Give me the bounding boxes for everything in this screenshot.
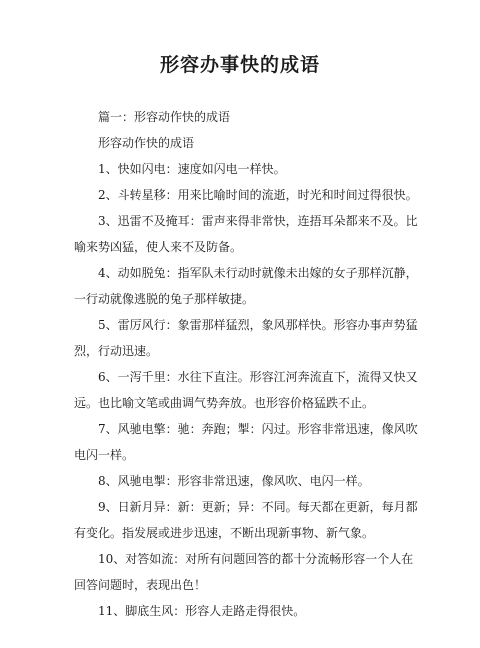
paragraph-line: 5、雷厉风行：象雷那样猛烈，象风那样快。形容办事声势猛: [98, 318, 418, 332]
paragraph-line: 远。也比喻文笔或曲调气势奔放。也形容价格猛跌不止。: [74, 396, 375, 410]
paragraph-line: 一行动就像逃脱的兔子那样敏捷。: [74, 292, 255, 306]
section-heading: 篇一：形容动作快的成语: [98, 110, 231, 124]
paragraph-line: 回答问题时，表现出色！: [74, 578, 207, 592]
paragraph-line: 8、风驰电掣：形容非常迅速，像风吹、电闪一样。: [98, 474, 370, 488]
paragraph-line: 2、斗转星移：用来比喻时间的流逝，时光和时间过得很快。: [98, 188, 418, 202]
document-body: [74, 104, 420, 624]
paragraph-line: 10、对答如流：对所有问题回答的都十分流畅形容一个人在: [98, 552, 414, 566]
paragraph-line: 喻来势凶猛，使人来不及防备。: [74, 240, 243, 254]
paragraph-line: 电闪一样。: [74, 448, 135, 462]
paragraph-line: 有变化。指发展或进步迅速，不断出现新事物、新气象。: [74, 526, 375, 540]
paragraph-line: 6、一泻千里：水往下直注。形容江河奔流直下，流得又快又: [98, 370, 418, 384]
paragraph-line: 1、快如闪电：速度如闪电一样快。: [98, 162, 286, 176]
paragraph-line: 7、风驰电擎：驰：奔跑；掣：闪过。形容非常迅速，像风吹: [98, 422, 418, 436]
document-title: 形容办事快的成语: [159, 54, 320, 76]
subheading: 形容动作快的成语: [98, 136, 195, 150]
paragraph-line: 4、动如脱兔：指军队未行动时就像未出嫁的女子那样沉静，: [98, 266, 418, 280]
paragraph-line: 9、日新月异：新：更新；异：不同。每天都在更新，每月都: [98, 500, 418, 514]
paragraph-line: 11、脚底生风：形容人走路走得很快。: [98, 604, 306, 618]
paragraph-line: 烈，行动迅速。: [74, 344, 159, 358]
paragraph-line: 3、迅雷不及掩耳：雷声来得非常快，连捂耳朵都来不及。比: [98, 214, 418, 228]
